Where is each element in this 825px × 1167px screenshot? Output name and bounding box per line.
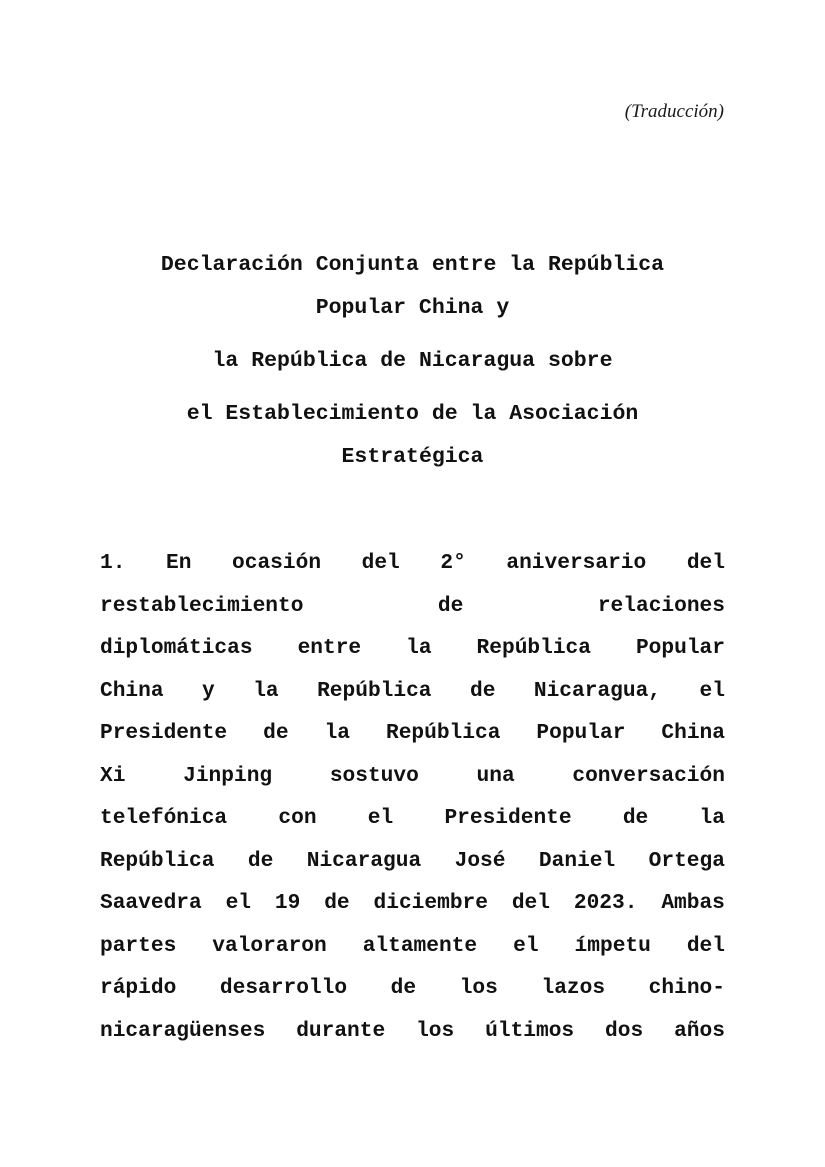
title-line-3: la República de Nicaragua sobre bbox=[212, 349, 613, 373]
paragraph-line bbox=[100, 542, 725, 585]
paragraph-word: la bbox=[406, 636, 432, 660]
paragraph-word: Ambas bbox=[661, 891, 725, 915]
paragraph-word: Jinping bbox=[183, 763, 273, 788]
paragraph-line bbox=[100, 882, 725, 925]
paragraph-word: el bbox=[367, 806, 394, 830]
title-line-4: el Establecimiento de la Asociación bbox=[186, 402, 639, 426]
paragraph-word: la bbox=[253, 678, 279, 703]
paragraph-word: altamente bbox=[362, 933, 478, 958]
paragraph-1 bbox=[100, 542, 725, 1052]
paragraph-word: dos bbox=[605, 1018, 644, 1043]
paragraph-word: los bbox=[459, 976, 498, 1000]
document-title bbox=[100, 244, 725, 479]
paragraph-word: durante bbox=[296, 1018, 386, 1043]
paragraph-word: de bbox=[263, 721, 289, 745]
paragraph-word: Nicaragua, bbox=[533, 678, 662, 703]
paragraph-word: aniversario bbox=[506, 551, 647, 575]
paragraph-line bbox=[100, 1010, 725, 1053]
paragraph-word: República bbox=[317, 678, 432, 703]
title-line-2: Popular China y bbox=[315, 296, 510, 320]
paragraph-word: de bbox=[390, 976, 417, 1000]
paragraph-word: nicaragüenses bbox=[100, 1018, 266, 1043]
paragraph-word: China bbox=[661, 721, 725, 745]
paragraph-word: entre bbox=[297, 636, 362, 660]
paragraph-word: la bbox=[699, 806, 725, 830]
paragraph-word: de bbox=[469, 678, 496, 703]
paragraph-word: diciembre bbox=[373, 891, 488, 915]
paragraph-word: relaciones bbox=[597, 593, 725, 618]
paragraph-line bbox=[100, 840, 725, 883]
paragraph-word: República bbox=[100, 848, 215, 873]
paragraph-line bbox=[100, 755, 725, 798]
paragraph-word: Presidente bbox=[444, 806, 572, 830]
paragraph-word: desarrollo bbox=[219, 976, 348, 1000]
title-line-1: Declaración Conjunta entre la República bbox=[160, 253, 665, 277]
paragraph-word: República bbox=[476, 636, 591, 660]
translation-note: (Traducción) bbox=[624, 101, 724, 122]
paragraph-word: rápido bbox=[100, 976, 177, 1000]
paragraph-word: 1. bbox=[100, 551, 126, 575]
paragraph-word: Saavedra bbox=[100, 891, 202, 915]
paragraph-word: de bbox=[324, 891, 350, 915]
paragraph-word: del bbox=[511, 891, 550, 915]
paragraph-word: Presidente bbox=[100, 721, 228, 745]
paragraph-line bbox=[100, 967, 725, 1010]
title-line-5: Estratégica bbox=[341, 445, 484, 469]
paragraph-line bbox=[100, 712, 725, 755]
paragraph-word: 2° bbox=[440, 551, 466, 575]
paragraph-word: sostuvo bbox=[329, 763, 419, 788]
paragraph-word: José bbox=[454, 848, 506, 873]
paragraph-word: Ortega bbox=[648, 848, 725, 873]
paragraph-line bbox=[100, 670, 725, 713]
paragraph-word: diplomáticas bbox=[100, 636, 253, 660]
paragraph-word: ímpetu bbox=[574, 933, 651, 958]
paragraph-word: los bbox=[416, 1018, 455, 1043]
paragraph-word: del bbox=[361, 551, 400, 575]
paragraph-word: lazos bbox=[541, 976, 606, 1000]
title-gap bbox=[100, 383, 725, 393]
paragraph-word: el bbox=[225, 891, 252, 915]
paragraph-word: años bbox=[674, 1018, 725, 1043]
paragraph-word: de bbox=[437, 593, 464, 618]
paragraph-word: 19 bbox=[274, 891, 301, 915]
paragraph-word: del bbox=[686, 551, 725, 575]
paragraph-word: valoraron bbox=[212, 933, 327, 958]
paragraph-word: Xi bbox=[100, 763, 126, 788]
paragraph-word: chino- bbox=[648, 976, 725, 1000]
paragraph-word: República bbox=[385, 721, 501, 745]
paragraph-word: Popular bbox=[536, 721, 626, 745]
paragraph-word: restablecimiento bbox=[100, 593, 304, 618]
paragraph-word: con bbox=[278, 806, 317, 830]
paragraph-line bbox=[100, 797, 725, 840]
paragraph-word: la bbox=[324, 721, 350, 745]
paragraph-word: de bbox=[247, 848, 274, 873]
paragraph-word: últimos bbox=[485, 1018, 575, 1043]
paragraph-line bbox=[100, 925, 725, 968]
paragraph-line bbox=[100, 627, 725, 670]
paragraph-word: el bbox=[513, 933, 539, 958]
paragraph-word: 2023. bbox=[573, 891, 638, 915]
paragraph-word: una bbox=[476, 763, 515, 788]
paragraph-word: partes bbox=[100, 933, 177, 958]
paragraph-word: ocasión bbox=[232, 551, 322, 575]
paragraph-line bbox=[100, 585, 725, 628]
paragraph-word: conversación bbox=[572, 763, 725, 788]
paragraph-word: China bbox=[100, 678, 164, 703]
title-gap bbox=[100, 330, 725, 340]
paragraph-word: del bbox=[686, 933, 725, 958]
paragraph-word: telefónica bbox=[100, 806, 228, 830]
paragraph-word: Nicaragua bbox=[306, 848, 422, 873]
paragraph-word: En bbox=[166, 551, 192, 575]
paragraph-word: Popular bbox=[635, 636, 725, 660]
paragraph-word: y bbox=[202, 678, 215, 703]
paragraph-word: de bbox=[622, 806, 649, 830]
paragraph-word: el bbox=[699, 678, 725, 703]
paragraph-word: Daniel bbox=[538, 848, 616, 873]
